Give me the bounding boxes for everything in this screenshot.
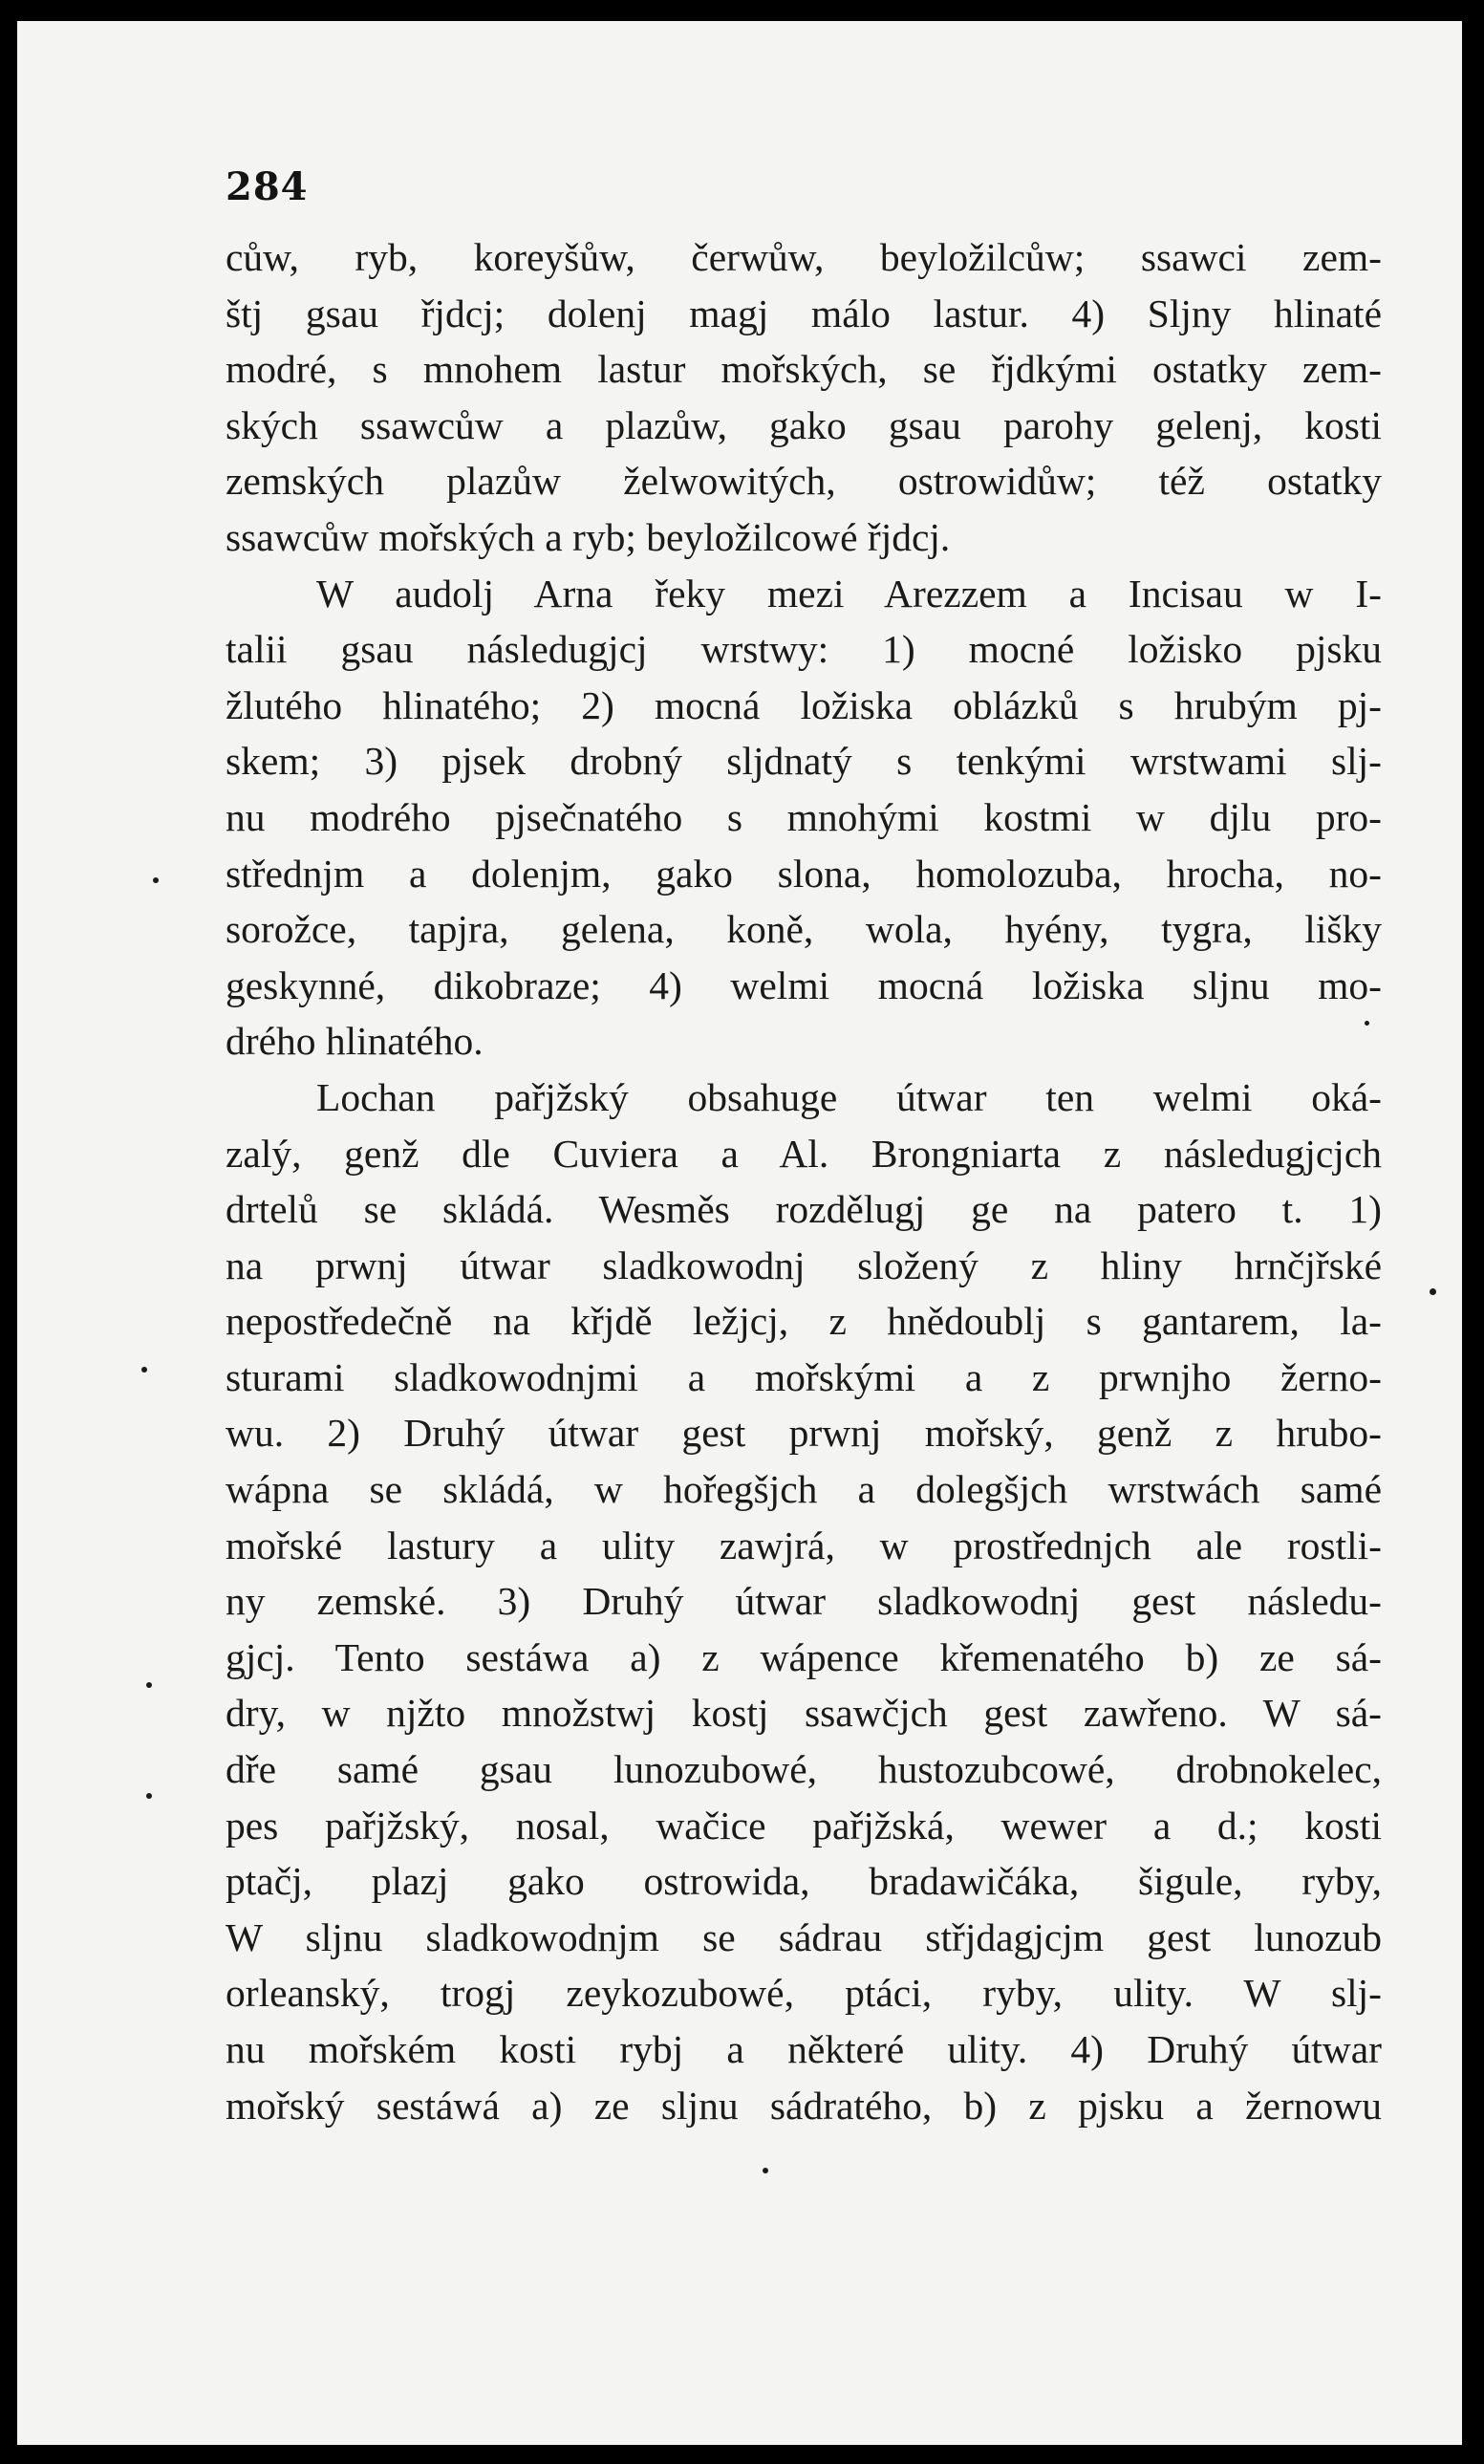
text-line: geskynné, dikobraze; 4) welmi mocná ložiska sljnu mo- [226,962,1382,1007]
text-line: dry, w njžto množstwj kostj ssawčjch gest zawřeno. W sá- [226,1691,1382,1736]
paragraph-start-line: Lochan pařjžský obsahuge útwar ten welmi oká- [316,1074,1382,1119]
text-line: sturami sladkowodnjmi a mořskými a z prwnjho žerno- [226,1354,1382,1399]
text-line: orleanský, trogj zeykozubowé, ptáci, ryby, ulity. W slj- [226,1971,1382,2016]
text-line: wu. 2) Druhý útwar gest prwnj mořský, genž z hrubo- [226,1411,1382,1456]
text-line: ských ssawcůw a plazůw, gako gsau parohy gelenj, kosti [226,402,1382,447]
text-line: střednjm a dolenjm, gako slona, homolozuba, hrocha, no- [226,851,1382,896]
text-line: skem; 3) pjsek drobný sljdnatý s tenkými wrstwami slj- [226,739,1382,784]
text-line: na prwnj útwar sladkowodnj složený z hliny hrnčjřské [226,1243,1382,1287]
text-line: žlutého hlinatého; 2) mocná ložiska oblázků s hrubým pj- [226,682,1382,727]
text-line: pes pařjžský, nosal, wačice pařjžská, wewer a d.; kosti [226,1803,1382,1848]
book-page [17,21,1462,2445]
text-line: ssawcůw mořských a ryb; beyložilcowé řjdcj. [226,514,951,559]
text-line: mořský sestáwá a) ze sljnu sádratého, b) z pjsku a žernowu [226,2083,1382,2128]
scan-speck [1365,1021,1369,1026]
text-line: nu modrého pjsečnatého s mnohými kostmi w djlu pro- [226,794,1382,839]
text-line: gjcj. Tento sestáwa a) z wápence křemenatého b) ze sá- [226,1634,1382,1679]
text-line: wápna se skládá, w hořegšjch a dolegšjch wrstwách samé [226,1467,1382,1512]
text-line: štj gsau řjdcj; dolenj magj málo lastur. 4) Sljny hlinaté [226,291,1382,335]
text-line: zemských plazůw želwowitých, ostrowidůw; též ostatky [226,459,1382,504]
text-line: nu mořském kosti rybj a některé ulity. 4) Druhý útwar [226,2027,1382,2071]
scan-speck [146,1793,152,1799]
text-line: sorožce, tapjra, gelena, koně, wola, hyény, tygra, lišky [226,907,1382,952]
text-line: dře samé gsau lunozubowé, hustozubcowé, drobnokelec, [226,1747,1382,1792]
text-line: zalý, genž dle Cuviera a Al. Brongniarta z následugjcjch [226,1131,1382,1176]
paragraph-start-line: W audolj Arna řeky mezi Arezzem a Incisau w I- [316,571,1382,616]
body-text [226,229,1382,2133]
text-line: cůw, ryb, koreyšůw, čerwůw, beyložilcůw; ssawci zem- [226,235,1382,279]
text-line: ptačj, plazj gako ostrowida, bradawičáka, šigule, ryby, [226,1859,1382,1904]
scan-speck [141,1367,147,1372]
text-line: talii gsau následugjcj wrstwy: 1) mocné ložisko pjsku [226,627,1382,672]
text-line: ny zemské. 3) Druhý útwar sladkowodnj gest následu- [226,1579,1382,1624]
scan-speck [763,2168,768,2173]
text-line: drého hlinatého. [226,1019,484,1064]
text-line: W sljnu sladkowodnjm se sádrau střjdagjcjm gest lunozub [226,1914,1382,1959]
page-number: 284 [226,164,309,209]
text-line: mořské lastury a ulity zawjrá, w prostřednjch ale rostli- [226,1523,1382,1567]
scan-speck [1430,1288,1436,1295]
text-line: modré, s mnohem lastur mořských, se řjdkými ostatky zem- [226,347,1382,392]
scan-speck [146,1682,152,1688]
text-line: drtelů se skládá. Wesměs rozdělugj ge na patero t. 1) [226,1187,1382,1232]
scan-speck [153,877,159,883]
text-line: nepostředečně na křjdě ležjcj, z hnědoublj s gantarem, la- [226,1299,1382,1344]
